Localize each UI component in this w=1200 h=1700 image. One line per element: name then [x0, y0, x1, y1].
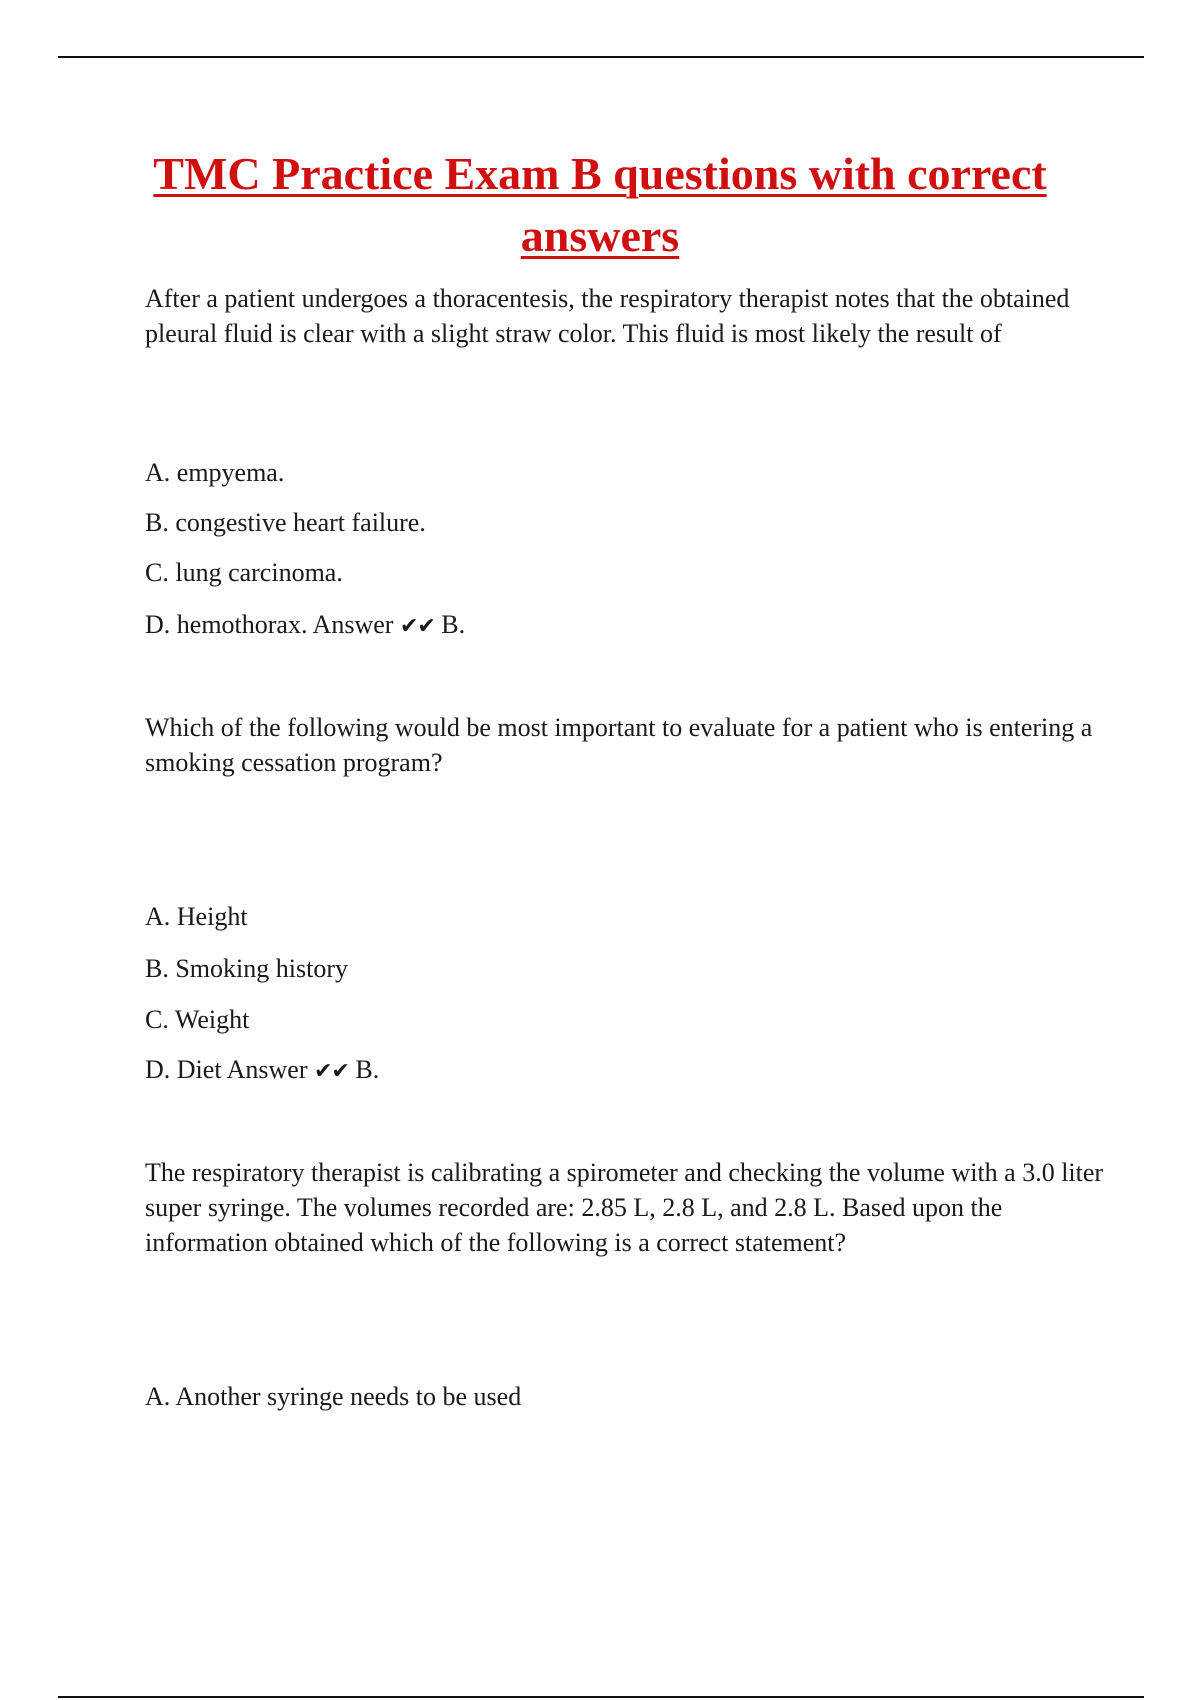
- question-3-option-a: A. Another syringe needs to be used: [145, 1382, 522, 1411]
- check-icon: ✔✔: [314, 1059, 349, 1084]
- question-1-stem: After a patient undergoes a thoracentesis, the respiratory therapist notes that the obtained pleural fluid is clear with a slight straw color. This fluid is most likely the result of: [145, 284, 1070, 348]
- question-1-option-b: B. congestive heart failure.: [145, 508, 426, 537]
- question-2-stem: Which of the following would be most important to evaluate for a patient who is entering a smoking cessation program?: [145, 713, 1093, 777]
- question-1-option-c: C. lung carcinoma.: [145, 558, 343, 587]
- header-rule: [58, 56, 1144, 58]
- footer-rule: [58, 1696, 1144, 1698]
- page-title: TMC Practice Exam B questions with correct answers: [153, 148, 1047, 261]
- check-icon: ✔✔: [399, 614, 435, 639]
- question-2-option-b: B. Smoking history: [145, 954, 348, 983]
- question-2-option-a: A. Height: [145, 902, 248, 931]
- question-3-stem: The respiratory therapist is calibrating a spirometer and checking the volume with a 3.0 liter super syringe. The volumes recorded are: 2.85 L, 2.8 L, and 2.8 L. Based upon the information obtained which of the following is a correct statement?: [145, 1158, 1104, 1257]
- question-1-answer: B.: [441, 610, 466, 639]
- question-1-option-a: A. empyema.: [145, 458, 285, 487]
- question-1-answer-label: Answer: [312, 610, 394, 639]
- question-2-answer-label: Answer: [226, 1055, 308, 1084]
- question-1-option-d-text: D. hemothorax.: [145, 610, 308, 639]
- question-2-answer: B.: [355, 1055, 380, 1084]
- question-1-option-d: [145, 607, 465, 644]
- question-2-option-d: [145, 1052, 379, 1089]
- question-2-option-c: C. Weight: [145, 1005, 250, 1034]
- question-2-option-d-text: D. Diet: [145, 1055, 222, 1084]
